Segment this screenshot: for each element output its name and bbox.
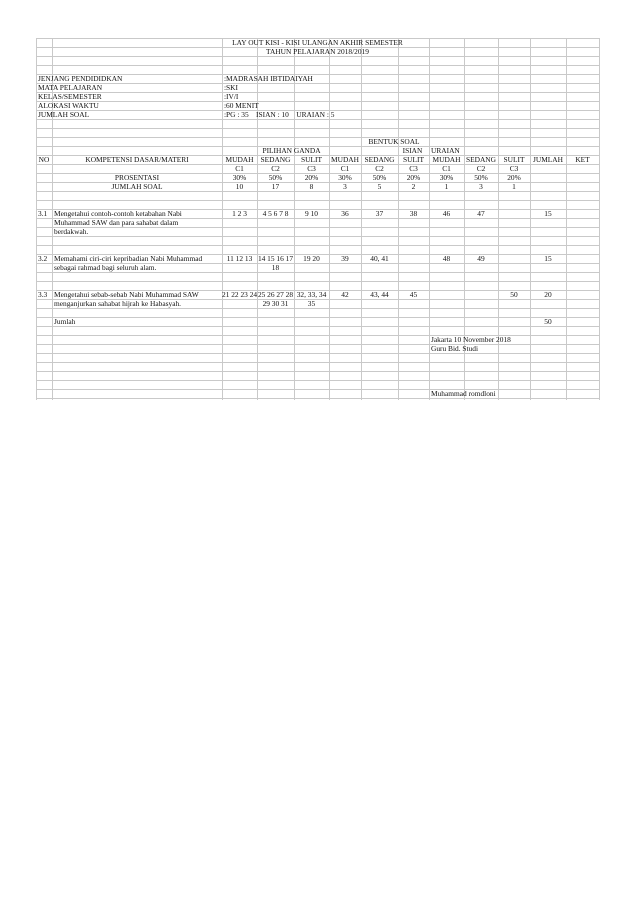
- level-label: SEDANG: [466, 155, 496, 164]
- info-value-jumlah-soal: :PG : 35 ISIAN : 10 URAIAN : 5: [224, 110, 335, 119]
- code-label: C3: [307, 164, 316, 173]
- info-value-mapel: :SKI: [224, 83, 238, 92]
- info-value-kelas: :IV/I: [224, 92, 239, 101]
- group-uraian: URAIAN: [431, 146, 460, 155]
- question-cell: 39: [341, 254, 349, 263]
- jumlah-soal-label: JUMLAH SOAL: [111, 182, 163, 191]
- kd-text: Muhammad SAW dan para sahabat dalam: [54, 218, 179, 227]
- jumlah-soal-value: 1: [444, 182, 449, 191]
- jumlah-soal-value: 1: [512, 182, 516, 191]
- info-value-alokasi: :60 MENIT: [224, 101, 259, 110]
- jumlah-soal-value: 5: [377, 182, 382, 191]
- jumlah-soal-value: 10: [235, 182, 244, 191]
- level-label: SEDANG: [260, 155, 291, 164]
- prosentasi-value: 20%: [304, 173, 319, 182]
- code-label: C2: [375, 164, 384, 173]
- level-label: SEDANG: [364, 155, 395, 164]
- info-label-jenjang: JENJANG PENDIDIDKAN: [38, 74, 123, 83]
- question-cell: 38: [409, 209, 418, 218]
- kd-text: Mengetahui contoh-contoh ketabahan Nabi: [54, 209, 182, 218]
- prosentasi-value: 50%: [474, 173, 488, 182]
- row-no: 3.2: [38, 254, 48, 263]
- level-label: SULIT: [503, 155, 525, 164]
- signature-date: Jakarta 10 November 2018: [431, 335, 511, 344]
- prosentasi-value: 20%: [507, 173, 521, 182]
- prosentasi-value: 50%: [268, 173, 283, 182]
- question-cell: 40, 41: [370, 254, 389, 263]
- question-cell: 50: [510, 290, 518, 299]
- question-cell: 37: [375, 209, 384, 218]
- info-label-kelas: KELAS/SEMESTER: [38, 92, 102, 101]
- level-label: SULIT: [403, 155, 424, 164]
- question-cell: 29 30 31: [262, 299, 289, 308]
- question-cell: 43, 44: [370, 290, 389, 299]
- info-label-mapel: MATA PELAJARAN: [38, 83, 103, 92]
- prosentasi-label: PROSENTASI: [114, 173, 160, 182]
- kd-text: Memahami ciri-ciri kepribadian Nabi Muhammad: [54, 254, 203, 263]
- signature-role: Guru Bid. Studi: [431, 344, 479, 353]
- signature-name: Muhammad romdloni: [431, 389, 496, 398]
- question-cell: 18: [271, 263, 280, 272]
- level-label: MUDAH: [331, 155, 359, 164]
- question-cell: 42: [341, 290, 349, 299]
- code-label: C2: [476, 164, 486, 173]
- total-value: 50: [544, 317, 552, 326]
- question-cell: 35: [307, 299, 316, 308]
- kd-text: menganjurkan sahabat hijrah ke Habasyah.: [54, 299, 182, 308]
- info-value-jenjang: :MADRASAH IBTIDAIYAH: [224, 74, 313, 83]
- question-cell: 1 2 3: [232, 209, 247, 218]
- prosentasi-value: 50%: [372, 173, 387, 182]
- question-cell: 14 15 16 17: [257, 254, 294, 263]
- prosentasi-value: 30%: [439, 173, 454, 182]
- code-label: C1: [442, 164, 451, 173]
- jumlah-soal-value: 2: [411, 182, 416, 191]
- page-subtitle: TAHUN PELAJARAN 2018/2019: [266, 47, 369, 56]
- question-cell: 11 12 13: [226, 254, 253, 263]
- question-cell: 46: [442, 209, 451, 218]
- question-cell: 45: [409, 290, 418, 299]
- spreadsheet: [36, 38, 599, 400]
- code-label: C3: [509, 164, 519, 173]
- question-cell: 4 5 6 7 8: [262, 209, 289, 218]
- level-label: SULIT: [301, 155, 322, 164]
- prosentasi-value: 20%: [406, 173, 421, 182]
- kd-text: Mengetahui sebab-sebab Nabi Muhammad SAW: [54, 290, 199, 299]
- code-label: C3: [409, 164, 418, 173]
- level-label: MUDAH: [225, 155, 254, 164]
- ket-header: KET: [575, 155, 590, 164]
- info-label-alokasi: ALOKASI WAKTU: [38, 101, 99, 110]
- code-label: C1: [235, 164, 244, 173]
- row-jumlah: 20: [544, 290, 552, 299]
- row-no: 3.1: [38, 209, 48, 218]
- group-isian: ISIAN: [402, 146, 423, 155]
- kd-header: KOMPETENSI DASAR/MATERI: [85, 155, 189, 164]
- page-title: LAY OUT KISI - KISI ULANGAN AKHIR SEMESTER: [232, 38, 403, 47]
- row-jumlah: 15: [544, 254, 552, 263]
- kd-text: sebagai rahmad bagi seluruh alam.: [54, 263, 157, 272]
- row-no: 3.3: [38, 290, 48, 299]
- jumlah-soal-value: 17: [271, 182, 280, 191]
- prosentasi-value: 30%: [338, 173, 352, 182]
- code-label: C2: [271, 164, 280, 173]
- jumlah-soal-value: 3: [479, 182, 483, 191]
- question-cell: 47: [477, 209, 485, 218]
- level-label: MUDAH: [432, 155, 461, 164]
- question-cell: 9 10: [305, 209, 318, 218]
- kd-text: berdakwah.: [54, 227, 89, 236]
- question-cell: 48: [442, 254, 451, 263]
- no-header: NO: [38, 155, 50, 164]
- question-cell: 49: [477, 254, 485, 263]
- row-jumlah: 15: [544, 209, 552, 218]
- info-label-jumlah-soal: JUMLAH SOAL: [38, 110, 90, 119]
- question-cell: 32, 33, 34: [296, 290, 327, 299]
- jumlah-soal-value: 8: [309, 182, 314, 191]
- bentuk-soal-header: BENTUK SOAL: [368, 137, 420, 146]
- prosentasi-value: 30%: [232, 173, 247, 182]
- question-cell: 25 26 27 28: [257, 290, 294, 299]
- question-cell: 36: [341, 209, 349, 218]
- code-label: C1: [340, 164, 350, 173]
- question-cell: 21 22 23 24: [222, 290, 258, 299]
- total-label: Jumlah: [54, 317, 76, 326]
- jumlah-soal-value: 3: [343, 182, 347, 191]
- jumlah-header: JUMLAH: [533, 155, 563, 164]
- question-cell: 19 20: [303, 254, 320, 263]
- group-pilihan-ganda: PILIHAN GANDA: [262, 146, 321, 155]
